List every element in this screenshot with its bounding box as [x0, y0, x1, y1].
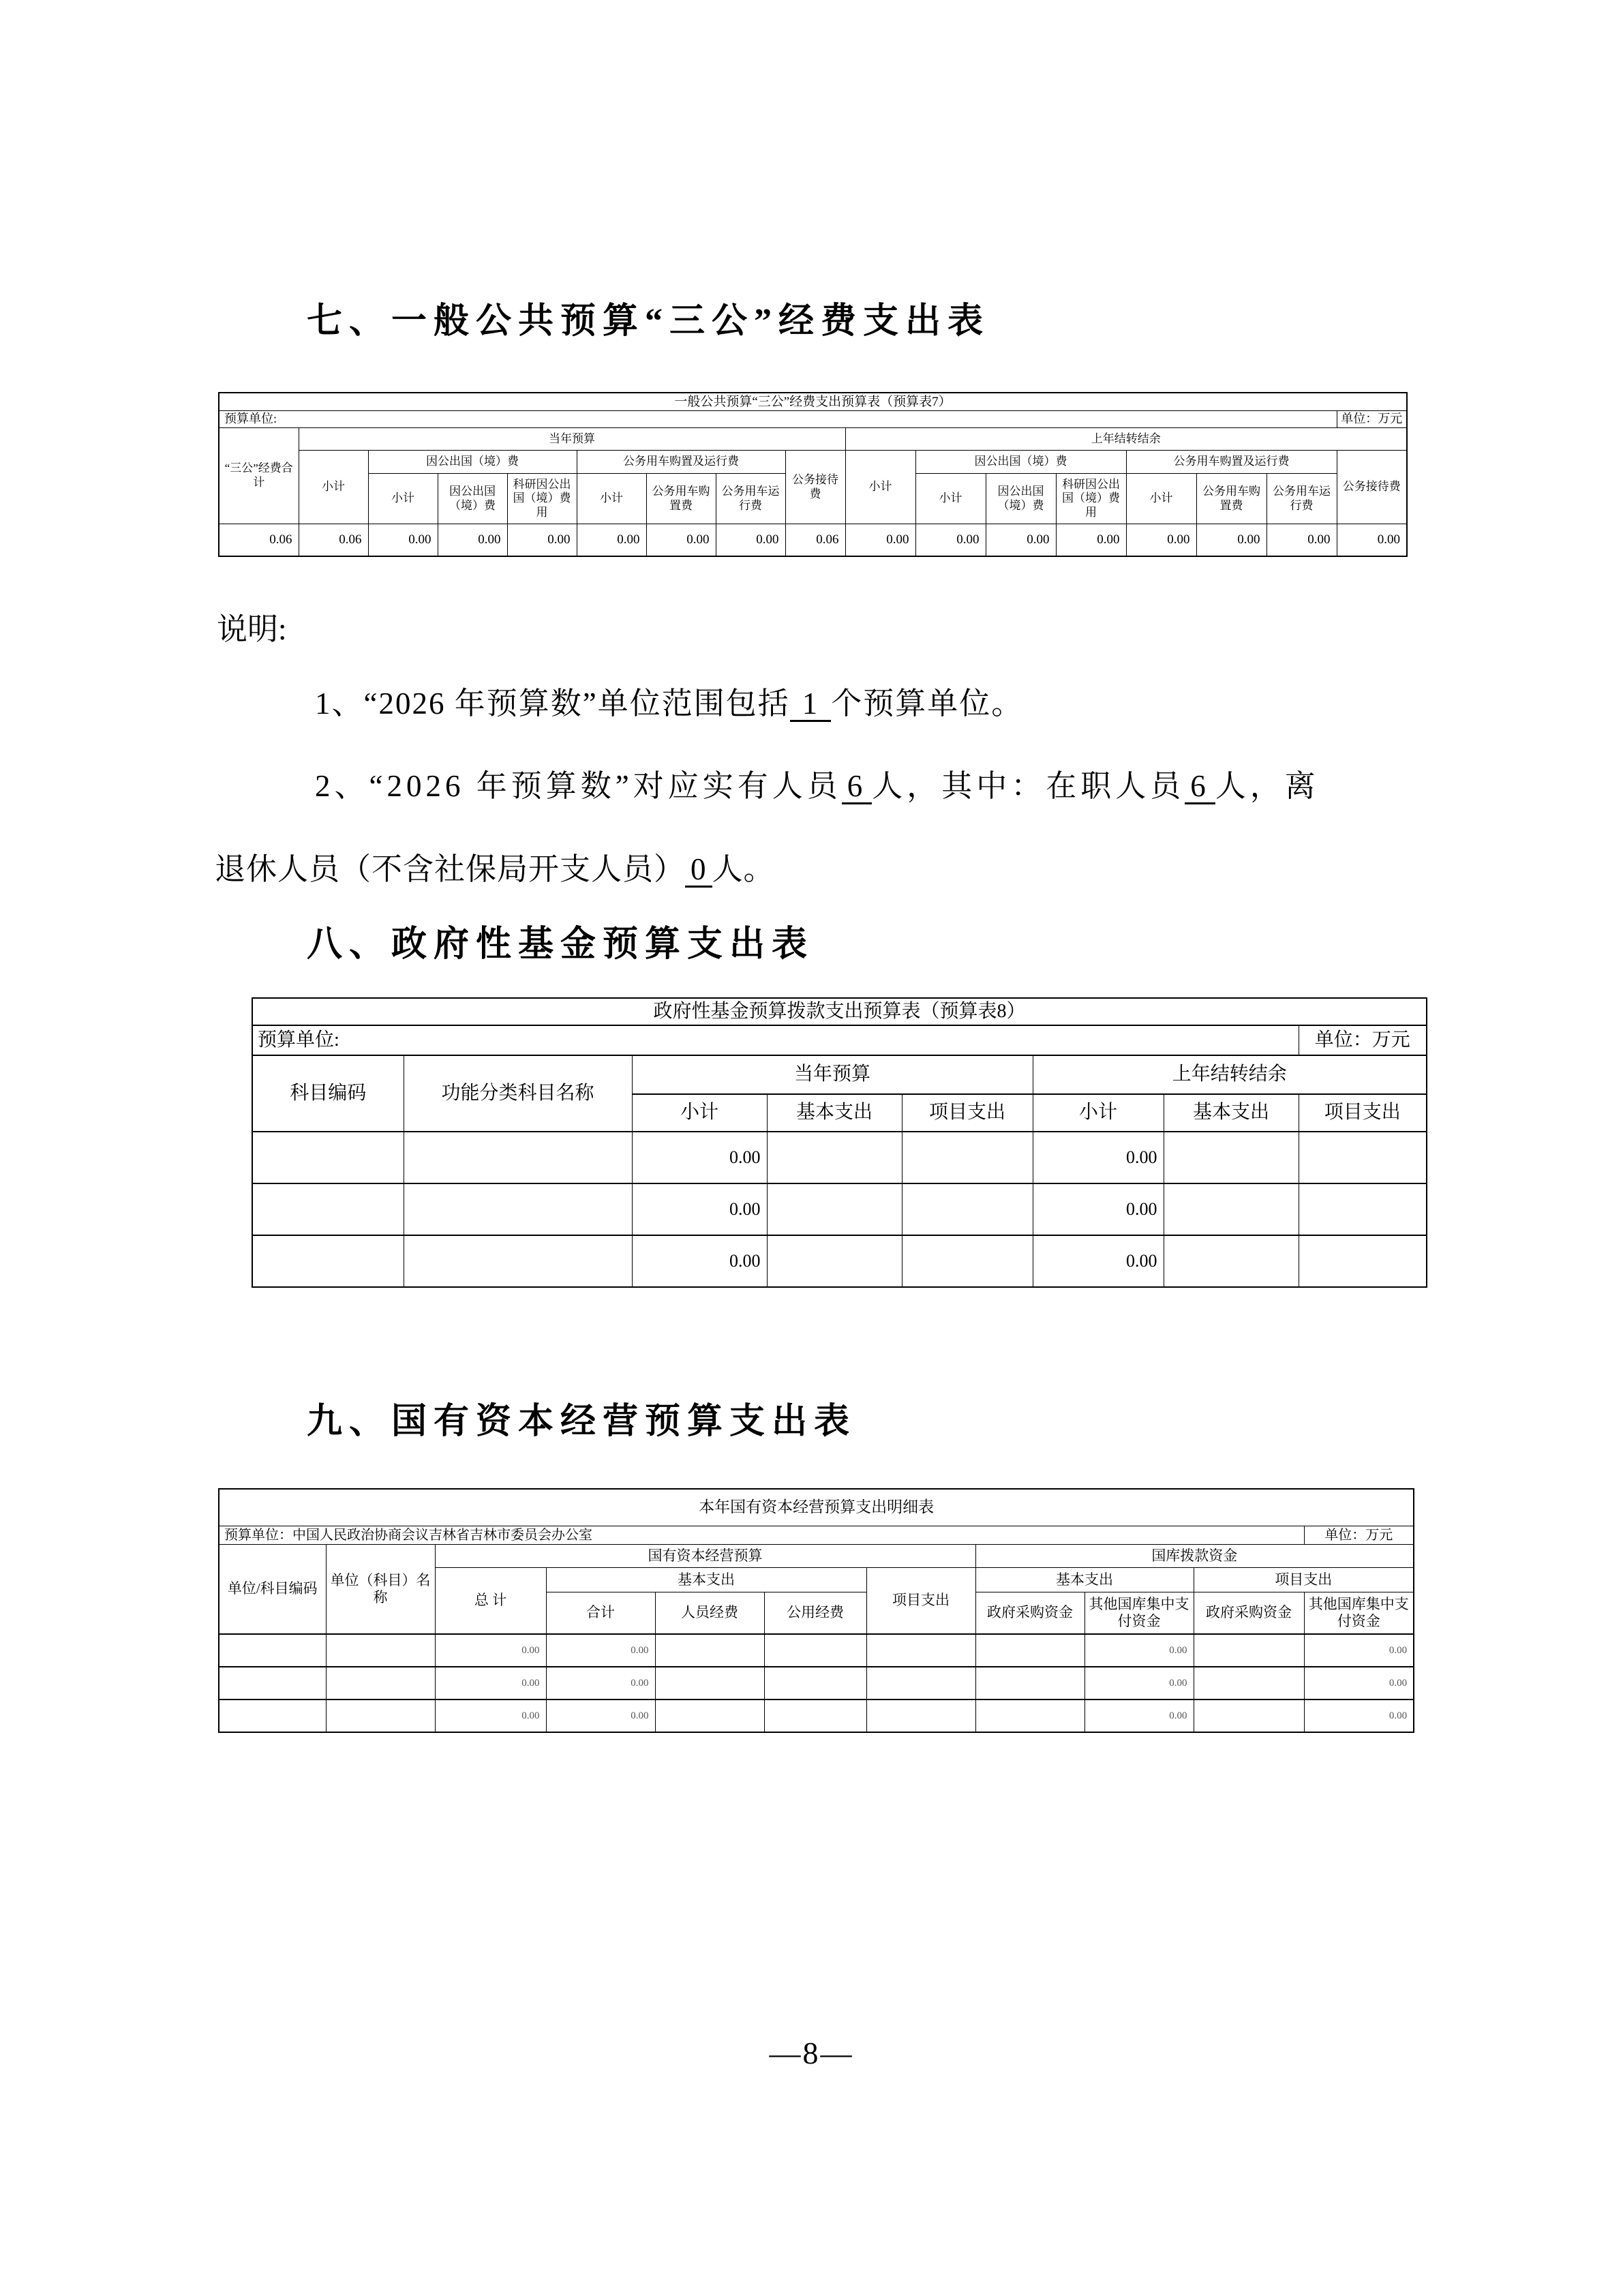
value-cell: [404, 1132, 632, 1183]
value-cell: 0.00: [1033, 1235, 1164, 1287]
value-cell: [767, 1132, 902, 1183]
value-cell: [252, 1235, 404, 1287]
table-row: [219, 1700, 1414, 1732]
value-cell: 0.00: [1304, 1634, 1414, 1667]
th-subtotal: 合计: [546, 1592, 655, 1634]
value-cell: [1164, 1132, 1299, 1183]
table-row: [219, 524, 1407, 556]
value-cell: 0.00: [1084, 1634, 1194, 1667]
value-cell: 0.00: [1266, 524, 1337, 556]
th-subtotal: 小计: [368, 474, 438, 524]
th-current-budget: 当年预算: [632, 1055, 1033, 1094]
th-carryover: 上年结转结余: [845, 428, 1407, 451]
value-cell: 0.00: [1126, 524, 1196, 556]
table8-title: 政府性基金预算拨款支出预算表（预算表8）: [252, 998, 1427, 1025]
government-fund-budget-table: [252, 997, 1427, 1288]
value-cell: 0.00: [1056, 524, 1126, 556]
th-three-public-total: “三公”经费合计: [219, 428, 299, 524]
th-subject-code: 科目编码: [252, 1055, 404, 1132]
value-cell: [326, 1634, 435, 1667]
value-cell: [1299, 1132, 1427, 1183]
value-cell: 0.00: [546, 1667, 655, 1700]
section8-heading: 八、政府性基金预算支出表: [307, 925, 815, 964]
value-cell: 0.00: [1304, 1700, 1414, 1732]
value-cell: [975, 1634, 1084, 1667]
th-project-expense: 项目支出: [1299, 1094, 1427, 1132]
table-row: [252, 1132, 1427, 1183]
th-abroad-group: 因公出国（境）费: [915, 451, 1126, 474]
th-subtotal: 小计: [577, 474, 646, 524]
th-abroad-group: 因公出国（境）费: [368, 451, 577, 474]
value-cell: [655, 1634, 764, 1667]
th-vehicle-purchase: 公务用车购置费: [1196, 474, 1266, 524]
value-cell: 0.00: [1196, 524, 1266, 556]
section9-heading: 九、国有资本经营预算支出表: [307, 1402, 857, 1441]
value-cell: 0.00: [435, 1634, 546, 1667]
th-basic-expense: 基本支出: [1164, 1094, 1299, 1132]
notes-label: 说明:: [217, 612, 287, 646]
th-subtotal: 小计: [1126, 474, 1196, 524]
value-cell: [902, 1235, 1033, 1287]
th-other-treasury-funds: 其他国库集中支付资金: [1304, 1592, 1414, 1634]
th-current-budget: 当年预算: [299, 428, 845, 451]
value-cell: [767, 1183, 902, 1235]
value-cell: [1194, 1634, 1304, 1667]
table7-title: 一般公共预算“三公”经费支出预算表（预算表7）: [219, 393, 1407, 411]
value-cell: [975, 1667, 1084, 1700]
th-project-expense: 项目支出: [866, 1567, 975, 1634]
value-cell: 0.00: [632, 1235, 767, 1287]
note-2-line-1: [315, 761, 1320, 805]
value-cell: 0.06: [299, 524, 368, 556]
th-abroad-fee: 因公出国（境）费: [438, 474, 507, 524]
th-vehicle-group: 公务用车购置及运行费: [577, 451, 785, 474]
value-cell: 0.00: [632, 1132, 767, 1183]
note-1-text: 个预算单位。: [831, 686, 1024, 721]
value-cell: [326, 1667, 435, 1700]
th-subtotal: 小计: [1033, 1094, 1164, 1132]
th-vehicle-operation: 公务用车运行费: [1266, 474, 1337, 524]
th-function-subject-name: 功能分类科目名称: [404, 1055, 632, 1132]
note-2-text: 人。: [712, 852, 775, 886]
table-row: [219, 1667, 1414, 1700]
value-cell: [404, 1235, 632, 1287]
note-2-underlined-number: 6: [1185, 770, 1215, 804]
value-cell: [1299, 1235, 1427, 1287]
note-2-line-2: [215, 844, 775, 888]
value-cell: 0.00: [646, 524, 716, 556]
value-cell: [655, 1700, 764, 1732]
value-cell: [252, 1132, 404, 1183]
value-cell: 0.00: [1304, 1667, 1414, 1700]
table7-unit-note: 单位：万元: [1337, 411, 1407, 428]
value-cell: [902, 1132, 1033, 1183]
value-cell: 0.00: [546, 1634, 655, 1667]
state-capital-budget-table: [218, 1488, 1414, 1733]
value-cell: 0.00: [435, 1700, 546, 1732]
value-cell: 0.06: [219, 524, 299, 556]
th-reception: 公务接待费: [1337, 451, 1407, 524]
value-cell: 0.00: [632, 1183, 767, 1235]
th-gov-procurement-funds: 政府采购资金: [1194, 1592, 1304, 1634]
value-cell: [219, 1667, 326, 1700]
th-carryover: 上年结转结余: [1033, 1055, 1427, 1094]
note-2-underlined-number: 0: [685, 854, 712, 888]
table7-budget-unit-label: 预算单位:: [219, 411, 1337, 428]
th-unit-subject-name: 单位（科目）名称: [326, 1544, 435, 1634]
value-cell: [655, 1667, 764, 1700]
value-cell: 0.00: [368, 524, 438, 556]
value-cell: [975, 1700, 1084, 1732]
value-cell: 0.00: [1084, 1700, 1194, 1732]
value-cell: [1164, 1183, 1299, 1235]
th-abroad-fee: 因公出国（境）费: [986, 474, 1056, 524]
page-number: —8—: [769, 2036, 854, 2070]
value-cell: [219, 1700, 326, 1732]
th-vehicle-purchase: 公务用车购置费: [646, 474, 716, 524]
value-cell: 0.00: [986, 524, 1056, 556]
value-cell: [767, 1235, 902, 1287]
th-vehicle-group: 公务用车购置及运行费: [1126, 451, 1337, 474]
value-cell: [866, 1634, 975, 1667]
th-subtotal: 小计: [632, 1094, 767, 1132]
table8-budget-unit-label: 预算单位:: [252, 1025, 1299, 1055]
th-basic-expense: 基本支出: [546, 1567, 866, 1592]
value-cell: 0.00: [546, 1700, 655, 1732]
th-research-abroad-fee: 科研因公出国（境）费用: [1056, 474, 1126, 524]
note-1-text: 1、“2026 年预算数”单位范围包括: [315, 686, 790, 721]
value-cell: 0.00: [577, 524, 646, 556]
value-cell: 0.00: [716, 524, 785, 556]
value-cell: [764, 1634, 866, 1667]
th-grand-total: 总 计: [435, 1567, 546, 1634]
th-personnel-expense: 人员经费: [655, 1592, 764, 1634]
th-subtotal: 小计: [915, 474, 986, 524]
value-cell: [764, 1700, 866, 1732]
th-vehicle-operation: 公务用车运行费: [716, 474, 785, 524]
value-cell: 0.00: [1084, 1667, 1194, 1700]
value-cell: [1164, 1235, 1299, 1287]
value-cell: [326, 1700, 435, 1732]
th-other-treasury-funds: 其他国库集中支付资金: [1084, 1592, 1194, 1634]
note-2-text: 人，离: [1215, 769, 1320, 803]
th-project-expense: 项目支出: [902, 1094, 1033, 1132]
th-subtotal: 小计: [845, 451, 915, 524]
th-soe-budget-group: 国有资本经营预算: [435, 1544, 975, 1567]
table-row: [252, 1183, 1427, 1235]
value-cell: 0.00: [1337, 524, 1407, 556]
value-cell: [1194, 1667, 1304, 1700]
value-cell: 0.00: [1033, 1132, 1164, 1183]
th-basic-expense: 基本支出: [975, 1567, 1194, 1592]
table-row: [252, 1235, 1427, 1287]
value-cell: [252, 1183, 404, 1235]
value-cell: 0.00: [915, 524, 986, 556]
th-research-abroad-fee: 科研因公出国（境）费用: [507, 474, 577, 524]
note-2-underlined-number: 6: [842, 770, 873, 804]
th-treasury-funds-group: 国库拨款资金: [975, 1544, 1414, 1567]
note-1: [315, 678, 1023, 723]
note-2-text: 人，其中：在职人员: [872, 769, 1185, 803]
th-public-expense: 公用经费: [764, 1592, 866, 1634]
table9-unit-note: 单位：万元: [1304, 1526, 1414, 1544]
table8-unit-note: 单位：万元: [1299, 1025, 1427, 1055]
th-reception: 公务接待费: [785, 451, 845, 524]
note-2-text: 退休人员（不含社保局开支人员）: [215, 852, 686, 886]
table9-title: 本年国有资本经营预算支出明细表: [219, 1489, 1414, 1526]
value-cell: 0.06: [785, 524, 845, 556]
value-cell: 0.00: [1033, 1183, 1164, 1235]
value-cell: [1299, 1183, 1427, 1235]
value-cell: 0.00: [845, 524, 915, 556]
value-cell: [404, 1183, 632, 1235]
three-public-expense-table: [218, 392, 1408, 557]
value-cell: [1194, 1700, 1304, 1732]
note-2-text: 2、“2026 年预算数”对应实有人员: [315, 769, 842, 803]
value-cell: [866, 1700, 975, 1732]
section7-heading: 七、一般公共预算“三公”经费支出表: [307, 302, 990, 341]
value-cell: [764, 1667, 866, 1700]
value-cell: 0.00: [435, 1667, 546, 1700]
th-gov-procurement-funds: 政府采购资金: [975, 1592, 1084, 1634]
note-1-underlined-number: 1: [790, 688, 832, 722]
th-basic-expense: 基本支出: [767, 1094, 902, 1132]
value-cell: [219, 1634, 326, 1667]
value-cell: [902, 1183, 1033, 1235]
value-cell: 0.00: [507, 524, 577, 556]
th-project-expense: 项目支出: [1194, 1567, 1414, 1592]
table-row: [219, 1634, 1414, 1667]
table9-budget-unit-label: 预算单位：中国人民政治协商会议吉林省吉林市委员会办公室: [219, 1526, 1304, 1544]
value-cell: [866, 1667, 975, 1700]
value-cell: 0.00: [438, 524, 507, 556]
th-subtotal: 小计: [299, 451, 368, 524]
th-unit-subject-code: 单位/科目编码: [219, 1544, 326, 1634]
